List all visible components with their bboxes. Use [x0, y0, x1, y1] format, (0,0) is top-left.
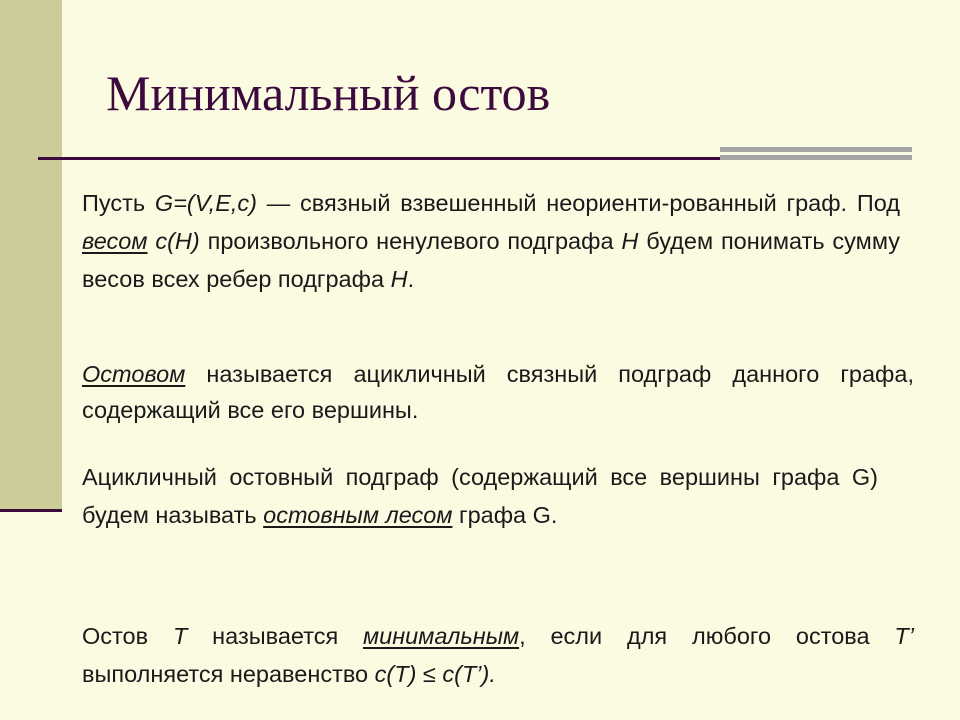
text-span: произвольного ненулевого подграфа	[199, 228, 622, 254]
paragraph-graph-definition	[82, 184, 900, 298]
paragraph-spanning-tree-definition	[82, 356, 914, 428]
text-span: называется	[187, 623, 364, 649]
term-spanning-tree: Остовом	[82, 361, 186, 387]
text-span: .	[407, 266, 415, 292]
paragraph-spanning-forest-definition	[82, 458, 878, 534]
term-spanning-forest: остовным лесом	[263, 502, 453, 528]
text-span: называется ацикличный связный подграф данного графа, содержащий все его вершины.	[82, 361, 914, 423]
text-span: — связный взвешенный неориенти-рованный граф. Под	[257, 190, 901, 216]
sidebar-underline	[0, 509, 62, 512]
decorative-sidebar	[0, 0, 62, 510]
subgraph-notation: H	[621, 228, 639, 254]
term-weight: весом	[82, 228, 148, 254]
text-span: Ацикличный остовный подграф (содержащий все вершины графа G) будем называть	[82, 464, 878, 528]
weight-notation: c(H)	[155, 228, 200, 254]
text-span: выполняется неравенство	[82, 661, 375, 687]
paragraph-minimal-tree-definition	[82, 617, 914, 693]
text-span: будем понимать сумму весов всех ребер подграфа	[82, 228, 900, 292]
slide-title: Минимальный остов	[106, 65, 551, 121]
text-span: Остов	[82, 623, 173, 649]
text-span: Пусть	[82, 190, 155, 216]
text-span: , если для любого остова	[519, 623, 895, 649]
inequality-notation: c(T) ≤ c(T’).	[374, 661, 496, 687]
text-span: графа G.	[452, 502, 558, 528]
subgraph-notation: H	[390, 266, 408, 292]
tree-prime-notation: T’	[894, 623, 914, 649]
tree-notation: T	[172, 623, 188, 649]
term-minimal: минимальным	[363, 623, 520, 649]
graph-notation: G=(V,E,c)	[154, 190, 257, 216]
title-divider-accent	[720, 147, 912, 166]
